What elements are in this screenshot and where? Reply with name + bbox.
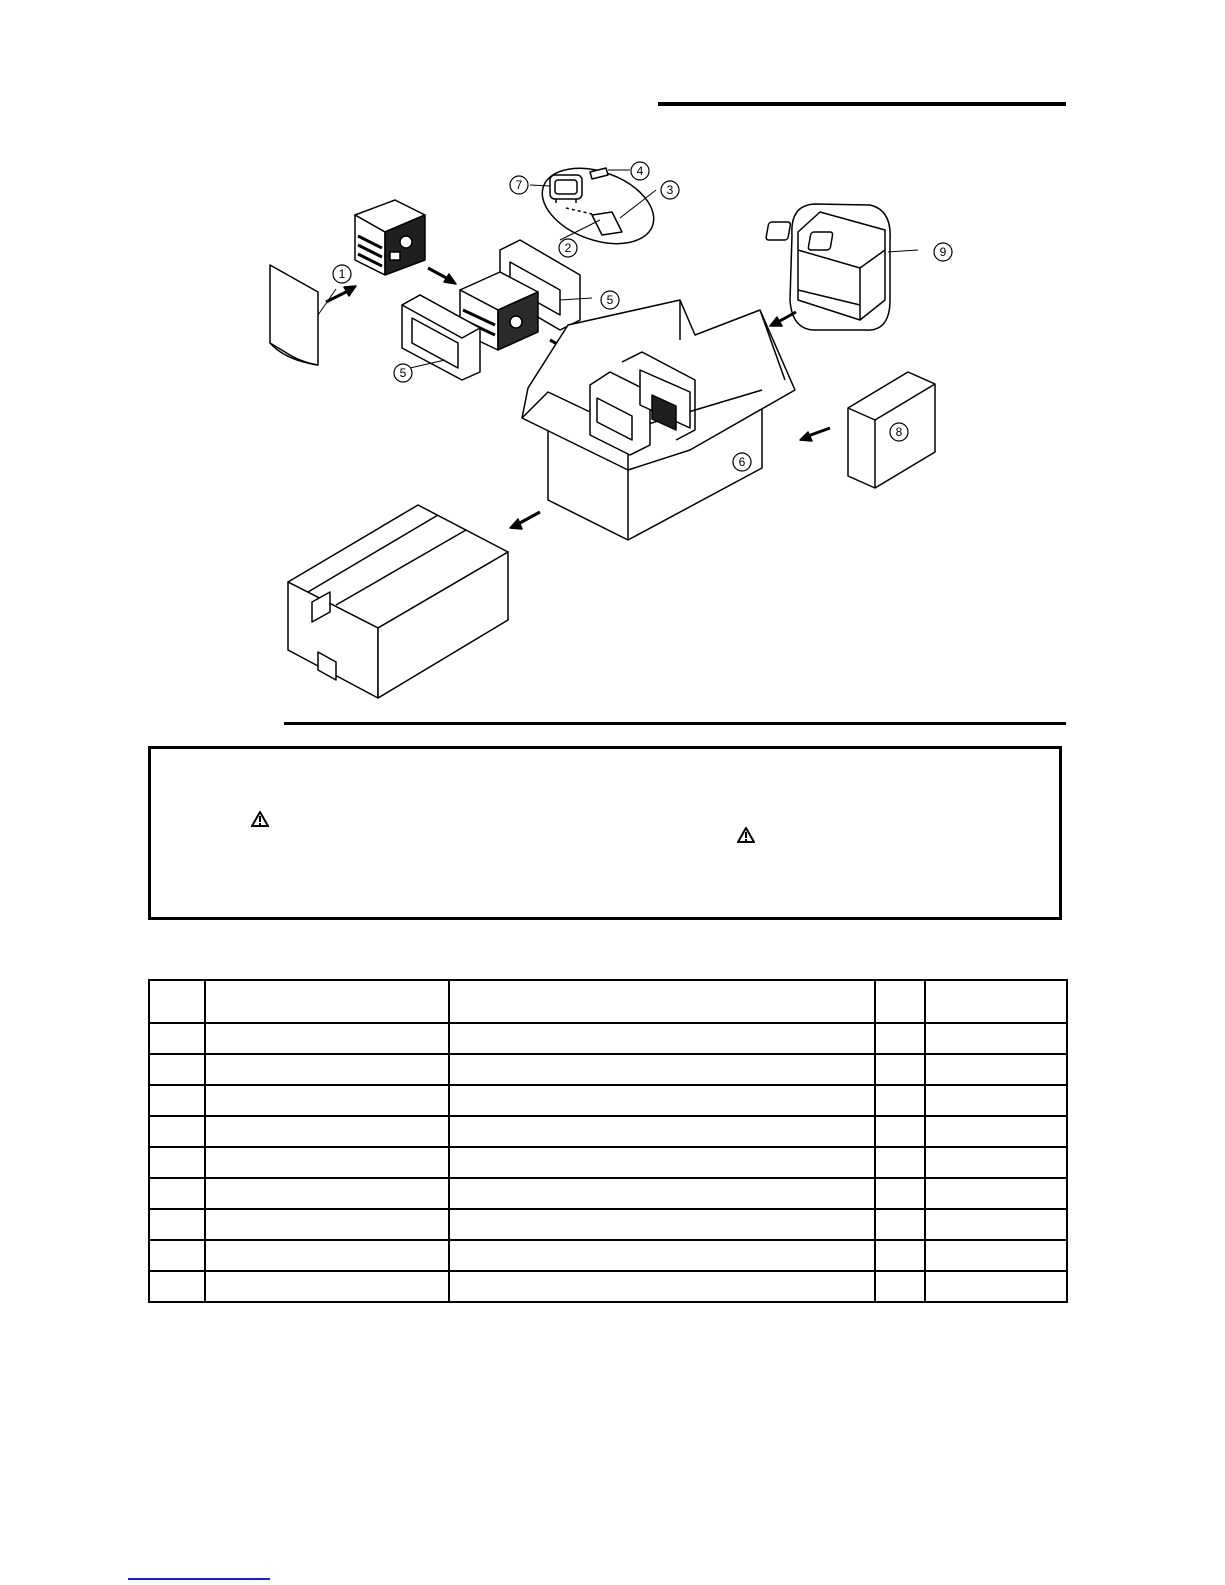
callout-3: 3 bbox=[666, 183, 674, 197]
section-rule-middle bbox=[284, 722, 1066, 725]
callout-6: 6 bbox=[738, 455, 746, 469]
table-row bbox=[149, 1178, 1067, 1209]
callout-9: 9 bbox=[939, 245, 947, 259]
callout-2: 2 bbox=[564, 241, 572, 255]
callout-8: 8 bbox=[895, 425, 903, 439]
table-header-row bbox=[149, 980, 1067, 1023]
stereo-unit-illustration bbox=[355, 200, 425, 275]
table-row bbox=[149, 1023, 1067, 1054]
table-row bbox=[149, 1240, 1067, 1271]
closed-carton-illustration bbox=[288, 505, 508, 698]
callout-4: 4 bbox=[636, 164, 644, 178]
table-row bbox=[149, 1271, 1067, 1302]
header-description bbox=[449, 980, 875, 1023]
table-row bbox=[149, 1209, 1067, 1240]
warning-triangle-icon bbox=[737, 827, 755, 843]
table-row bbox=[149, 1054, 1067, 1085]
poly-bag-illustration bbox=[270, 265, 318, 365]
table-row bbox=[149, 1116, 1067, 1147]
callout-1: 1 bbox=[338, 267, 346, 281]
open-carton-illustration bbox=[522, 300, 795, 540]
header-part-no bbox=[205, 980, 449, 1023]
callout-7: 7 bbox=[515, 178, 523, 192]
top-cushion-illustration bbox=[766, 204, 890, 330]
parts-list-table bbox=[148, 979, 1068, 1303]
table-row bbox=[149, 1085, 1067, 1116]
safety-note-box bbox=[148, 746, 1062, 920]
callout-5-back: 5 bbox=[606, 293, 614, 307]
footer-link-underline[interactable] bbox=[128, 1578, 270, 1580]
warning-triangle-icon bbox=[251, 811, 269, 827]
packing-diagram bbox=[0, 0, 1225, 720]
header-ref-no bbox=[149, 980, 205, 1023]
table-row bbox=[149, 1147, 1067, 1178]
header-qty bbox=[875, 980, 925, 1023]
header-remarks bbox=[925, 980, 1067, 1023]
callout-5-front: 5 bbox=[399, 366, 407, 380]
